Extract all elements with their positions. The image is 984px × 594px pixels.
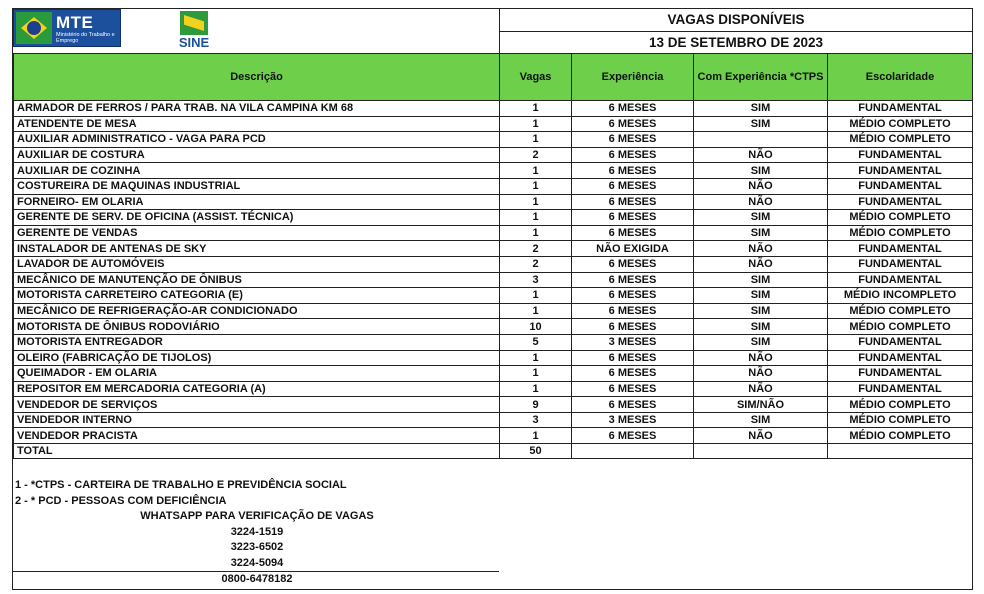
cell-vacancies: 1: [500, 303, 572, 319]
cell-vacancies: 1: [500, 163, 572, 179]
table-row: [14, 132, 973, 148]
cell-ctps: SIM: [694, 225, 828, 241]
phone-number-tollfree: 0800-6478182: [13, 571, 499, 588]
table-row: [14, 319, 973, 335]
cell-description: GERENTE DE VENDAS: [14, 225, 500, 241]
cell-ctps: NÃO: [694, 428, 828, 444]
cell-experience: 3 MESES: [572, 334, 694, 350]
cell-experience: 6 MESES: [572, 194, 694, 210]
cell-education: MÉDIO COMPLETO: [828, 303, 973, 319]
mte-logo: [13, 9, 121, 47]
total-value: 50: [500, 444, 572, 459]
cell-vacancies: 1: [500, 116, 572, 132]
cell-education: MÉDIO COMPLETO: [828, 116, 973, 132]
cell-ctps: NÃO: [694, 194, 828, 210]
table-row: [14, 366, 973, 382]
cell-description: FORNEIRO- EM OLARIA: [14, 194, 500, 210]
cell-description: MOTORISTA DE ÔNIBUS RODOVIÁRIO: [14, 319, 500, 335]
table-total-row: [14, 444, 973, 459]
cell-experience: 6 MESES: [572, 256, 694, 272]
cell-education: FUNDAMENTAL: [828, 272, 973, 288]
cell-vacancies: 2: [500, 147, 572, 163]
cell-experience: 6 MESES: [572, 428, 694, 444]
cell-experience: 6 MESES: [572, 350, 694, 366]
sine-mark-icon: [180, 11, 208, 35]
cell-experience: 6 MESES: [572, 101, 694, 117]
cell-experience: 6 MESES: [572, 272, 694, 288]
cell-description: QUEIMADOR - EM OLARIA: [14, 366, 500, 382]
table-row: [14, 210, 973, 226]
cell-education: FUNDAMENTAL: [828, 163, 973, 179]
table-row: [14, 428, 973, 444]
cell-education: FUNDAMENTAL: [828, 366, 973, 382]
cell-experience: 6 MESES: [572, 116, 694, 132]
cell-description: MECÂNICO DE MANUTENÇÃO DE ÔNIBUS: [14, 272, 500, 288]
whatsapp-heading: WHATSAPP PARA VERIFICAÇÃO DE VAGAS: [140, 510, 374, 522]
cell-description: GERENTE DE SERV. DE OFICINA (ASSIST. TÉCNICA): [14, 210, 500, 226]
column-header-vacancies: Vagas: [500, 54, 572, 101]
cell-education: FUNDAMENTAL: [828, 241, 973, 257]
cell-vacancies: 3: [500, 272, 572, 288]
cell-experience: 6 MESES: [572, 163, 694, 179]
cell-education: MÉDIO COMPLETO: [828, 225, 973, 241]
cell-experience: 6 MESES: [572, 288, 694, 304]
logo-area: [13, 9, 499, 53]
cell-vacancies: 1: [500, 428, 572, 444]
cell-ctps: SIM/NÃO: [694, 397, 828, 413]
cell-education: FUNDAMENTAL: [828, 147, 973, 163]
cell-vacancies: 1: [500, 132, 572, 148]
column-header-experience: Experiência: [572, 54, 694, 101]
cell-education: FUNDAMENTAL: [828, 334, 973, 350]
cell-description: VENDEDOR PRACISTA: [14, 428, 500, 444]
total-empty-cell: [828, 444, 973, 459]
cell-ctps: NÃO: [694, 178, 828, 194]
cell-vacancies: 9: [500, 397, 572, 413]
table-row: [14, 101, 973, 117]
cell-ctps: NÃO: [694, 147, 828, 163]
cell-experience: 6 MESES: [572, 381, 694, 397]
cell-experience: 6 MESES: [572, 147, 694, 163]
cell-ctps: SIM: [694, 101, 828, 117]
cell-education: FUNDAMENTAL: [828, 381, 973, 397]
cell-vacancies: 1: [500, 288, 572, 304]
column-header-education: Escolaridade: [828, 54, 973, 101]
job-listing-sheet: [12, 8, 973, 590]
cell-experience: 6 MESES: [572, 319, 694, 335]
table-header-row: [14, 54, 973, 101]
table-row: [14, 303, 973, 319]
cell-ctps: NÃO: [694, 381, 828, 397]
table-row: [14, 334, 973, 350]
cell-description: AUXILIAR DE COSTURA: [14, 147, 500, 163]
cell-description: VENDEDOR INTERNO: [14, 412, 500, 428]
cell-experience: 6 MESES: [572, 210, 694, 226]
cell-ctps: SIM: [694, 163, 828, 179]
cell-vacancies: 1: [500, 194, 572, 210]
cell-education: MÉDIO COMPLETO: [828, 132, 973, 148]
cell-experience: 6 MESES: [572, 178, 694, 194]
phone-number: 3224-5094: [230, 556, 284, 569]
phone-number: 3224-1519: [230, 525, 284, 538]
cell-experience: 6 MESES: [572, 397, 694, 413]
cell-experience: 6 MESES: [572, 303, 694, 319]
mte-logo-text: MTE: [56, 13, 94, 32]
note-ctps: 1 - *CTPS - CARTEIRA DE TRABALHO E PREVIDÊNCIA SOCIAL: [15, 479, 347, 491]
cell-description: AUXILIAR DE COZINHA: [14, 163, 500, 179]
cell-experience: 6 MESES: [572, 132, 694, 148]
cell-description: COSTUREIRA DE MAQUINAS INDUSTRIAL: [14, 178, 500, 194]
cell-ctps: NÃO: [694, 256, 828, 272]
cell-education: FUNDAMENTAL: [828, 101, 973, 117]
cell-vacancies: 1: [500, 101, 572, 117]
cell-ctps: [694, 132, 828, 148]
cell-education: FUNDAMENTAL: [828, 256, 973, 272]
cell-ctps: NÃO: [694, 241, 828, 257]
cell-vacancies: 1: [500, 210, 572, 226]
cell-description: VENDEDOR DE SERVIÇOS: [14, 397, 500, 413]
cell-description: MECÂNICO DE REFRIGERAÇÃO-AR CONDICIONADO: [14, 303, 500, 319]
cell-description: MOTORISTA CARRETEIRO CATEGORIA (E): [14, 288, 500, 304]
sine-logo: [170, 11, 218, 51]
brazil-flag-icon: [16, 12, 52, 44]
cell-experience: NÃO EXIGIDA: [572, 241, 694, 257]
page-title: VAGAS DISPONÍVEIS: [499, 9, 972, 32]
cell-description: OLEIRO (FABRICAÇÃO DE TIJOLOS): [14, 350, 500, 366]
column-header-description: Descrição: [14, 54, 500, 101]
total-empty-cell: [572, 444, 694, 459]
cell-vacancies: 2: [500, 241, 572, 257]
mte-logo-subtitle: Ministério do Trabalho e Emprego: [56, 32, 115, 44]
cell-description: LAVADOR DE AUTOMÓVEIS: [14, 256, 500, 272]
table-row: [14, 397, 973, 413]
total-empty-cell: [694, 444, 828, 459]
table-row: [14, 256, 973, 272]
cell-education: MÉDIO COMPLETO: [828, 428, 973, 444]
table-row: [14, 116, 973, 132]
cell-vacancies: 5: [500, 334, 572, 350]
cell-experience: 6 MESES: [572, 225, 694, 241]
table-row: [14, 272, 973, 288]
table-row: [14, 241, 973, 257]
note-pcd: 2 - * PCD - PESSOAS COM DEFICIÊNCIA: [15, 494, 227, 507]
cell-education: MÉDIO INCOMPLETO: [828, 288, 973, 304]
table-row: [14, 288, 973, 304]
cell-vacancies: 2: [500, 256, 572, 272]
cell-ctps: SIM: [694, 288, 828, 304]
cell-ctps: SIM: [694, 210, 828, 226]
cell-experience: 3 MESES: [572, 412, 694, 428]
table-row: [14, 163, 973, 179]
cell-education: MÉDIO COMPLETO: [828, 412, 973, 428]
cell-ctps: SIM: [694, 412, 828, 428]
cell-ctps: SIM: [694, 116, 828, 132]
phone-number: 3223-6502: [230, 541, 284, 553]
cell-ctps: NÃO: [694, 350, 828, 366]
cell-education: FUNDAMENTAL: [828, 194, 973, 210]
table-row: [14, 350, 973, 366]
cell-description: MOTORISTA ENTREGADOR: [14, 334, 500, 350]
table-row: [14, 147, 973, 163]
cell-vacancies: 1: [500, 381, 572, 397]
cell-education: FUNDAMENTAL: [828, 178, 973, 194]
table-row: [14, 194, 973, 210]
cell-education: MÉDIO COMPLETO: [828, 319, 973, 335]
cell-description: AUXILIAR ADMINISTRATICO - VAGA PARA PCD: [14, 132, 500, 148]
cell-ctps: NÃO: [694, 366, 828, 382]
cell-description: ARMADOR DE FERROS / PARA TRAB. NA VILA CAMPINA KM 68: [14, 101, 500, 117]
table-row: [14, 412, 973, 428]
cell-vacancies: 1: [500, 366, 572, 382]
cell-education: MÉDIO COMPLETO: [828, 210, 973, 226]
table-row: [14, 178, 973, 194]
cell-description: ATENDENTE DE MESA: [14, 116, 500, 132]
cell-description: REPOSITOR EM MERCADORIA CATEGORIA (A): [14, 381, 500, 397]
cell-vacancies: 3: [500, 412, 572, 428]
table-row: [14, 225, 973, 241]
cell-vacancies: 1: [500, 350, 572, 366]
sine-logo-text: SINE: [178, 35, 210, 50]
cell-experience: 6 MESES: [572, 366, 694, 382]
title-box: [499, 9, 972, 53]
cell-ctps: SIM: [694, 303, 828, 319]
cell-vacancies: 1: [500, 178, 572, 194]
cell-description: INSTALADOR DE ANTENAS DE SKY: [14, 241, 500, 257]
total-label: TOTAL: [14, 444, 500, 459]
column-header-ctps: Com Experiência *CTPS: [694, 54, 828, 101]
cell-education: FUNDAMENTAL: [828, 350, 973, 366]
cell-vacancies: 1: [500, 225, 572, 241]
cell-ctps: SIM: [694, 319, 828, 335]
footer-notes: [13, 478, 499, 588]
vacancies-table: [13, 53, 973, 459]
page-date: 13 DE SETEMBRO DE 2023: [499, 32, 972, 54]
cell-ctps: SIM: [694, 272, 828, 288]
cell-ctps: SIM: [694, 334, 828, 350]
table-row: [14, 381, 973, 397]
cell-vacancies: 10: [500, 319, 572, 335]
cell-education: MÉDIO COMPLETO: [828, 397, 973, 413]
